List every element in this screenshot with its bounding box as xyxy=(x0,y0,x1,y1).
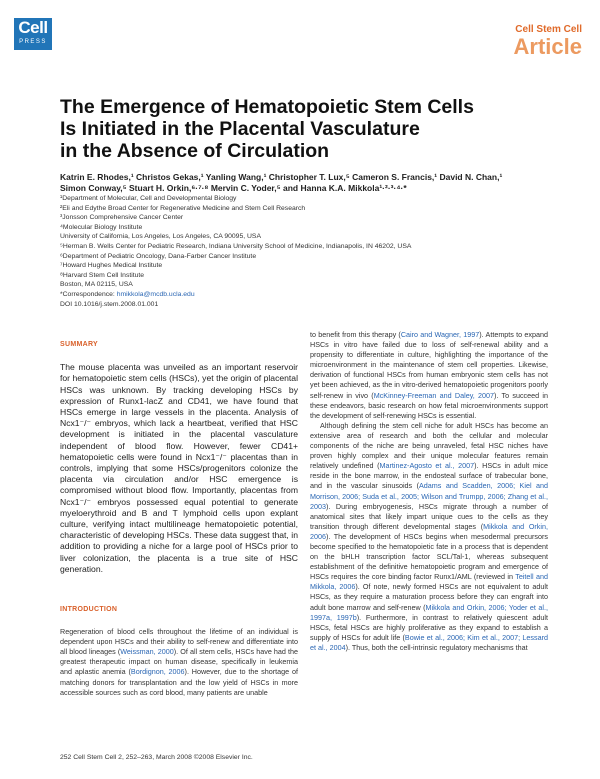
affiliation: ¹Department of Molecular, Cell and Developmental Biology xyxy=(60,195,237,202)
text-run: ). The development of HSCs begins when mesodermal precursors become specified to the hematopoietic fate in a process that is dependent on the bHLH transcription factor SCL/Tal-1, whereas subsequent establishment of the definitive hematopoietic program and emergence of HSCs requires the core binding factor Runx1/AML (reviewed in xyxy=(310,531,548,582)
affiliation: ⁸Harvard Stem Cell Institute xyxy=(60,271,145,279)
affiliation: Boston, MA 02115, USA xyxy=(60,281,133,289)
logo-subtext: PRESS xyxy=(19,39,47,45)
page-footer: 252 Cell Stem Cell 2, 252–263, March 2008 ©2008 Elsevier Inc. xyxy=(60,754,253,761)
summary-text: The mouse placenta was unveiled as an important reservoir for hematopoietic stem cells (HSCs), yet the origin of placental HSCs was unknown. By tracking developing HSCs by expression of Runx1-lacZ and CD41, we have found that HSCs emerge in large vessels in the placenta. Analysis of Ncx1⁻/⁻ embryos, which lack a heartbeat, verified that HSC development is initiated in the placental vasculature independent of blood flow. However, fewer CD41+ hematopoietic cells were found in Ncx1⁻/⁻ placentas than in controls, implying that some HSCs/progenitors colonize the placenta via circulation and/or HSC emergence is compromised without blood flow. Importantly, placentas from Ncx1⁻/⁻ embryos possessed equal potential to generate myeloerythroid and B and T lymphoid cells upon explant culture, verifying intact multilineage hematopoietic potential, characteristic of developing HSCs. These data suggest that, in addition to providing a niche for a large pool of HSCs prior to liver colonization, the placenta is a true site of HSC generation. xyxy=(60,362,298,574)
text-run: Although defining the stem cell niche for adult HSCs has become an extensive area of research and both the cellular and molecular components of the niche are being unraveled, fetal HSC niches have proven highly complex and their unique molecular features remain relatively undefined ( xyxy=(310,420,548,471)
summary-heading: SUMMARY xyxy=(60,341,99,348)
author-line: Katrin E. Rhodes,¹ Christos Gekas,¹ Yanling Wang,¹ Christopher T. Lux,⁵ Cameron S. Francis,¹ David N. Chan,¹ xyxy=(60,172,503,182)
text-run: ). Furthermore, in contrast to relatively quiescent adult HSCs, fetal HSCs are highly proliferative as they expand to establish a supply of HSCs for adult life ( xyxy=(310,612,548,642)
affiliations xyxy=(60,194,550,309)
title-line: Is Initiated in the Placental Vasculature xyxy=(60,118,420,140)
body-paragraph xyxy=(310,421,548,653)
citation-link[interactable]: Cairo and Wagner, 1997 xyxy=(400,330,480,339)
doi: DOI 10.1016/j.stem.2008.01.001 xyxy=(60,300,159,308)
affiliation: ⁶Department of Pediatric Oncology, Dana-Farber Cancer Institute xyxy=(60,252,257,260)
introduction-heading: INTRODUCTION xyxy=(60,605,118,613)
citation-link[interactable]: Mikkola and Orkin, 2006; Yoder et al., 1997a, 1997b xyxy=(310,602,548,622)
text-run: to benefit from this therapy ( xyxy=(310,330,401,339)
correspondence-email-link[interactable]: hmikkola@mcdb.ucla.edu xyxy=(116,290,195,298)
citation-link[interactable]: Weissman, 2000 xyxy=(120,647,174,657)
text-run: ). To succeed in these endeavors, basic research on how fetal microenvironments support the development of self-renewing HSCs is essential. xyxy=(310,390,548,420)
affiliation: University of California, Los Angeles, Los Angeles, CA 90095, USA xyxy=(60,233,261,241)
citation-link[interactable]: Teitell and Mikkola, 2006 xyxy=(310,572,548,592)
citation-link[interactable]: Bordignon, 2006 xyxy=(130,667,185,677)
body-paragraph xyxy=(310,330,548,421)
text-run: ). Attempts to expand HSCs in vitro have failed due to loss of self-renewal ability and a propensity to differentiate in culture, highlighting the importance of the microenvironment in the maintenance of stem cell properties. Likewise, derivation of functional HSCs from human embryonic stem cells has not yet been achieved, as the in vitro-derived hematopoietic progenitors poorly self-renew in vivo ( xyxy=(310,330,548,400)
affiliation: ⁷Howard Hughes Medical Institute xyxy=(60,262,163,270)
author-line: Simon Conway,⁵ Stuart H. Orkin,⁶·⁷·⁸ Mervin C. Yoder,⁵ and Hanna K.A. Mikkola¹·²·³·⁴·* xyxy=(60,183,407,193)
text-run: ). Thus, both the cell-intrinsic regulatory mechanisms that xyxy=(345,642,528,652)
left-column xyxy=(60,330,298,698)
citation-link[interactable]: Martinez-Agosto et al., 2007 xyxy=(379,461,475,471)
text-run: ). Of all stem cells, HSCs have had the greatest therapeutic impact on human disease, specifically in leukemia and aplastic anemia ( xyxy=(60,647,299,677)
title-line: in the Absence of Circulation xyxy=(60,140,330,162)
journal-header xyxy=(514,24,582,59)
journal-name: Cell Stem Cell xyxy=(515,24,582,35)
text-run: ). During embryogenesis, HSCs migrate through a number of anatomical sites that likely impart unique cues to the cells as they transition through different developmental stages ( xyxy=(310,501,548,531)
citation-link[interactable]: McKinney-Freeman and Daley, 2007 xyxy=(373,390,495,400)
affiliation: ³Jonsson Comprehensive Cancer Center xyxy=(60,214,184,222)
cell-press-logo xyxy=(14,18,52,50)
text-run: ). However, due to the shortage of matching donors for transplantation and the low yield of HSCs in more accessible sources such as cord blood, many patients are unable xyxy=(60,667,298,697)
title-line: The Emergence of Hematopoietic Stem Cells xyxy=(60,96,474,118)
affiliation: ²Eli and Edythe Broad Center for Regenerative Medicine and Stem Cell Research xyxy=(60,204,306,212)
affiliation: ⁵Herman B. Wells Center for Pediatric Research, Indiana University School of Medicine, Indianapolis, IN 46202, USA xyxy=(60,242,412,250)
right-column xyxy=(310,330,548,653)
citation-link[interactable]: Mikkola and Orkin, 2006 xyxy=(310,521,548,541)
text-run: ). HSCs in adult mice reside in the bone marrow, in the endosteal surface of trabecular bone, and in the vascular sinusoids ( xyxy=(310,461,548,491)
citation-link[interactable]: Adams and Scadden, 2006; Kiel and Morrison, 2006; Suda et al., 2005; Wilson and Trumpp, 2006; Zhang et al., 2003 xyxy=(310,481,548,511)
citation-link[interactable]: Bowie et al., 2006; Kim et al., 2007; Lessard et al., 2004 xyxy=(310,632,549,652)
correspondence xyxy=(60,290,550,300)
affiliation: ⁴Molecular Biology Institute xyxy=(60,223,143,231)
article-title xyxy=(60,96,540,162)
text-run: Regeneration of blood cells throughout the lifetime of an individual is dependent upon HSCs and their ability to self-renew and differentiate into all blood lineages ( xyxy=(60,627,298,657)
text-run: ). Of note, newly formed HSCs are not equivalent to adult HSCs, as they require a maturation process before they can engraft into adult bone marrow and self-renew ( xyxy=(310,582,548,612)
correspondence-label: *Correspondence: xyxy=(60,290,117,298)
introduction-paragraph xyxy=(60,627,298,698)
article-type: Article xyxy=(513,34,582,59)
author-list xyxy=(60,172,550,194)
logo-text: Cell xyxy=(18,18,48,37)
